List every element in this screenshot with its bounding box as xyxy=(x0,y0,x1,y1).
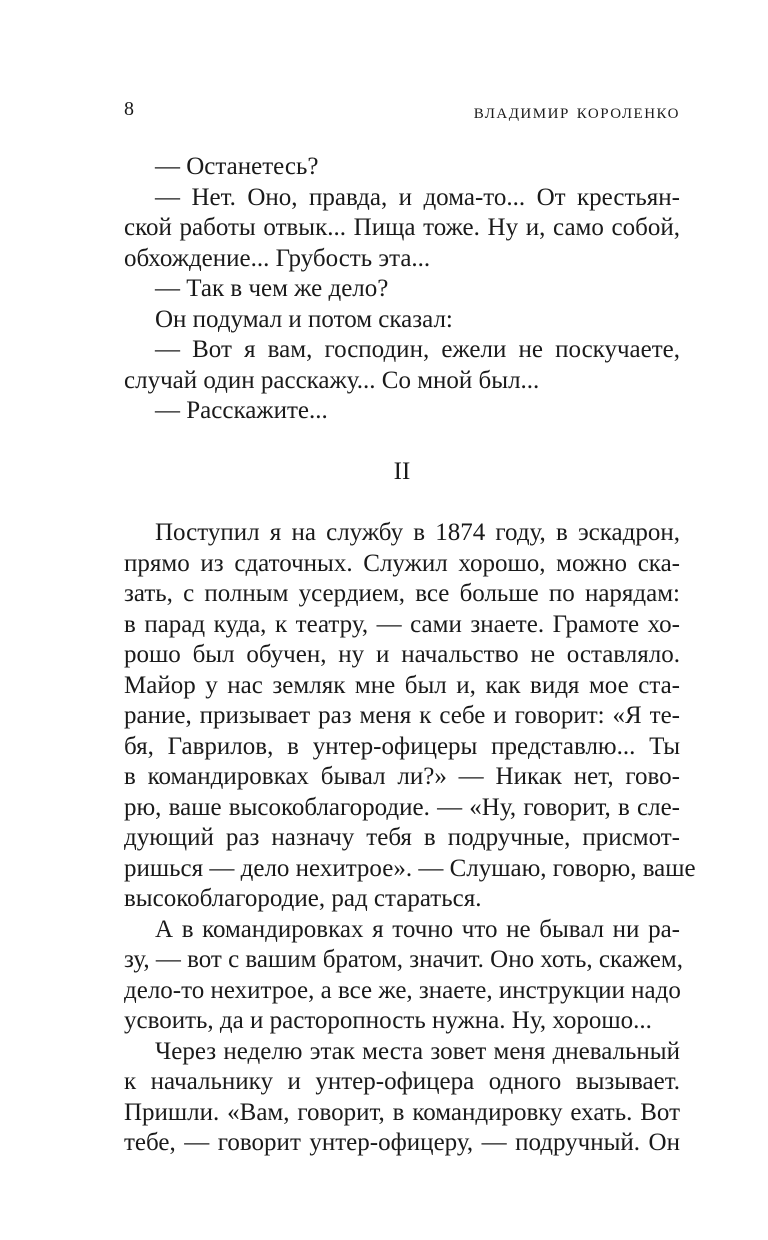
text-line: Через неделю этак места зовет меня дневальный xyxy=(155,1037,680,1065)
text-line: в парад куда, к театру, — сами знаете. Грамоте хо- xyxy=(124,610,680,638)
text-line: — Вот я вам, господин, ежели не поскучаете, xyxy=(155,336,680,363)
text-line: — Так в чем же дело? xyxy=(155,275,389,302)
text-line: А в командировках я точно что не бывал ни ра- xyxy=(155,915,680,943)
text-line: к начальнику и унтер-офицера одного вызывает. xyxy=(124,1068,680,1095)
text-line: обхождение... Грубость эта... xyxy=(124,244,431,272)
text-line: дующий раз назначу тебя в подручные, присмот- xyxy=(124,824,680,851)
text-line: рание, призывает раз меня к себе и говорит: «Я те- xyxy=(124,702,680,729)
page-number: 8 xyxy=(124,98,136,120)
section-heading: II xyxy=(393,457,411,485)
text-line: зу, — вот с вашим братом, значит. Оно хоть, скажем, xyxy=(124,946,683,973)
text-line: бя, Гаврилов, в унтер-офицеры представлю... Ты xyxy=(124,732,680,760)
text-line: высокоблагородие, рад стараться. xyxy=(124,885,482,912)
text-line: — Останетесь? xyxy=(155,153,319,180)
text-line: ской работы отвык... Пища тоже. Ну и, само собой, xyxy=(124,214,680,241)
text-line: Пришли. «Вам, говорит, в командировку ехать. Вот xyxy=(124,1098,680,1126)
text-line: усвоить, да и расторопность нужна. Ну, хорошо... xyxy=(124,1007,652,1034)
text-line: дело-то нехитрое, а все же, знаете, инструкции надо xyxy=(124,976,681,1004)
text-line: рошо был обучен, ну и начальство не оставляло. xyxy=(124,641,680,668)
text-line: Он подумал и потом сказал: xyxy=(155,305,453,333)
text-line: — Расскажите... xyxy=(155,397,328,424)
text-line: тебе, — говорит унтер-офицеру, — подручный. Он xyxy=(124,1129,680,1156)
text-line: Поступил я на службу в 1874 году, в эскадрон, xyxy=(155,519,680,546)
text-line: в командировках бывал ли?» — Никак нет, гово- xyxy=(124,763,680,790)
running-head xyxy=(124,98,680,128)
running-title: владимир короленко xyxy=(473,98,680,123)
text-line: случай один расскажу... Со мной был... xyxy=(124,366,540,394)
text-line: — Нет. Оно, правда, и дома-то... От крестьян- xyxy=(155,183,680,211)
text-line: зать, с полным усердием, все больше по нарядам: xyxy=(124,580,680,607)
text-line: ришься — дело нехитрое». — Слушаю, говорю, ваше xyxy=(124,854,696,882)
text-line: рю, ваше высокоблагородие. — «Ну, говорит, в сле- xyxy=(124,793,680,821)
text-line: прямо из сдаточных. Служил хорошо, можно ска- xyxy=(124,549,680,577)
text-line: Майор у нас земляк мне был и, как видя мое ста- xyxy=(124,671,680,699)
body-text xyxy=(124,152,696,1159)
